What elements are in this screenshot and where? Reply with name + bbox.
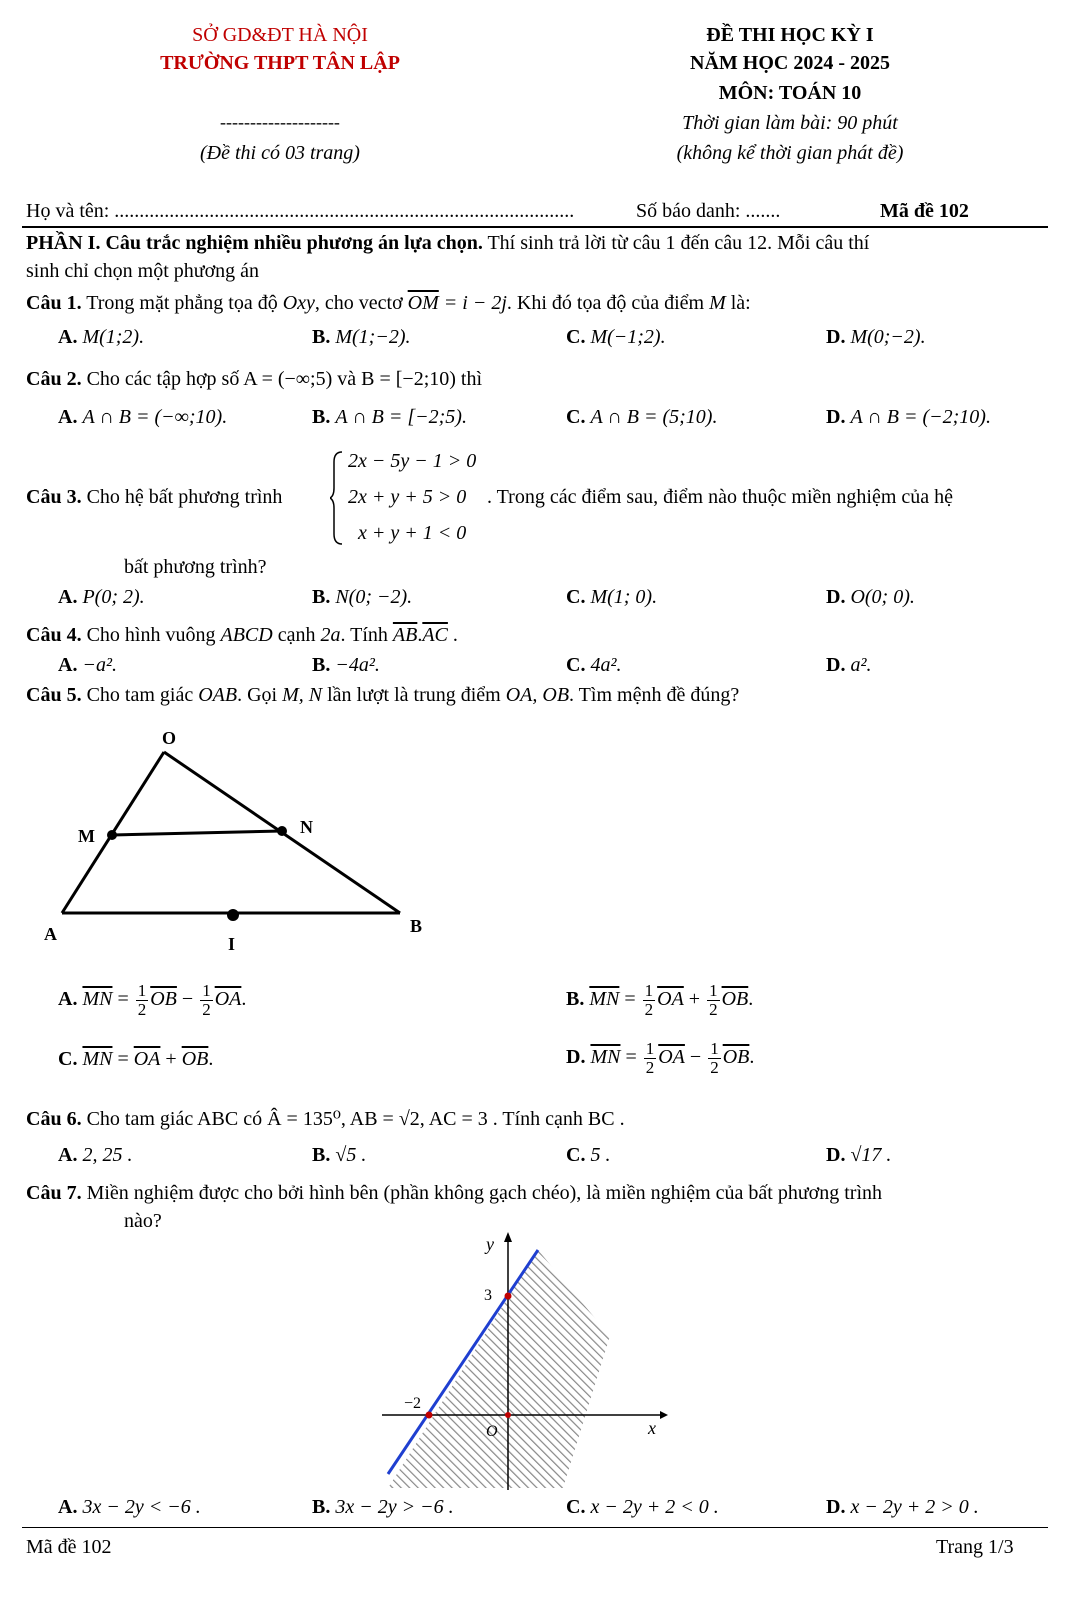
fraction-numerator: 1 (137, 981, 147, 1000)
question-7 (26, 1182, 882, 1205)
option-label: A. (58, 326, 78, 348)
option-text: −a². (82, 654, 117, 676)
operator: − (176, 988, 199, 1011)
q4-option-a[interactable] (58, 654, 117, 677)
x-axis-label: x (648, 1418, 656, 1438)
q5-option-d[interactable] (566, 1040, 754, 1077)
question-4-vector-ab: $\overline{AB}$ (392, 624, 418, 646)
segment-mn (112, 831, 282, 835)
question-6-number: Câu 6. (26, 1108, 82, 1130)
option-label: D. (826, 406, 846, 428)
vector-ob: $\overline{OB}$ (722, 1046, 750, 1069)
fraction-half (644, 1040, 657, 1077)
option-label: C. (566, 406, 586, 428)
label-i: I (228, 934, 236, 954)
question-6-text: Cho tam giác ABC có Â = 135⁰, AB = √2, AC = 3 . Tính cạnh BC . (81, 1108, 625, 1130)
candidate-id-field: Số báo danh: ....... (636, 200, 781, 222)
question-3-text: Cho hệ bất phương trình (81, 486, 283, 508)
q1-option-a[interactable] (58, 326, 144, 349)
option-text: N(0; −2). (335, 586, 413, 608)
question-2-text: Cho các tập hợp số A = (−∞;5) và B = [−2;10) thì (81, 368, 483, 390)
period: . (749, 1046, 755, 1069)
operator: + (683, 988, 706, 1011)
fraction-half (707, 982, 720, 1019)
fraction-denominator: 2 (710, 1058, 719, 1077)
system-inequality-1: 2x − 5y − 1 > 0 (348, 450, 477, 472)
equals-sign: = (112, 988, 134, 1011)
label-a: A (44, 924, 57, 944)
label-m: M (78, 826, 95, 846)
question-2-number: Câu 2. (26, 368, 82, 390)
fraction-numerator: 1 (709, 981, 718, 1000)
q2-option-a[interactable] (58, 406, 227, 429)
question-5-oab: OAB (198, 684, 238, 706)
option-label: B. (312, 1144, 331, 1166)
question-5-text-d: . Tìm mệnh đề đúng? (569, 684, 740, 706)
option-label: D. (566, 1046, 586, 1069)
time-note: (không kể thời gian phát đề) (676, 142, 904, 164)
vector-oa: $\overline{OA}$ (657, 988, 684, 1011)
option-label: A. (58, 1496, 78, 1518)
option-text: M(0;−2). (850, 326, 926, 348)
q3-option-c[interactable] (566, 586, 657, 609)
part1-title: PHẦN I. Câu trắc nghiệm nhiều phương án lựa chọn. (26, 232, 483, 254)
subject: MÔN: TOÁN 10 (718, 82, 862, 104)
school-year: NĂM HỌC 2024 - 2025 (690, 52, 890, 74)
footer-page-number: Trang 1/3 (936, 1536, 1014, 1558)
question-4-dot: . (417, 624, 423, 646)
vector-mn: $\overline{MN}$ (589, 988, 620, 1011)
option-text: A ∩ B = (5;10). (590, 406, 718, 428)
inequality-graph (378, 1228, 678, 1498)
option-label: D. (826, 654, 846, 676)
option-text: x − 2y + 2 < 0 . (590, 1496, 719, 1518)
question-1-number: Câu 1. (26, 292, 82, 314)
q6-option-b[interactable] (312, 1144, 366, 1167)
option-text: M(1;−2). (335, 326, 411, 348)
question-1-vector: $\overline{OM}$ (407, 292, 439, 314)
option-text: x − 2y + 2 > 0 . (850, 1496, 979, 1518)
equals-sign: = (112, 1048, 134, 1070)
fraction-denominator: 2 (137, 1000, 147, 1019)
vector-ob: $\overline{OB}$ (721, 988, 749, 1011)
question-4-number: Câu 4. (26, 624, 82, 646)
question-3-number: Câu 3. (26, 486, 82, 508)
fraction-numerator: 1 (202, 981, 211, 1000)
q2-option-b[interactable] (312, 406, 467, 429)
fraction-half (136, 982, 149, 1019)
question-4 (26, 624, 458, 647)
triangle-figure (30, 720, 450, 960)
option-text: M(−1;2). (590, 326, 666, 348)
q3-option-a[interactable] (58, 586, 145, 609)
option-label: B. (312, 1496, 331, 1518)
fraction-numerator: 1 (645, 1039, 655, 1058)
vector-mn: $\overline{MN}$ (82, 988, 113, 1011)
point-m (107, 830, 117, 840)
option-text: √5 . (335, 1144, 367, 1166)
option-label: B. (312, 406, 331, 428)
hatched-region (388, 1250, 610, 1488)
fraction-denominator: 2 (709, 1000, 718, 1019)
option-text: 3x − 2y > −6 . (335, 1496, 454, 1518)
question-4-text-c: . Tính (340, 624, 393, 646)
option-text: A ∩ B = [−2;5). (335, 406, 467, 428)
fraction-half (708, 1040, 721, 1077)
option-text: a². (850, 654, 872, 676)
option-text: A ∩ B = (−2;10). (850, 406, 991, 428)
operator: − (684, 1046, 707, 1069)
option-label: A. (58, 1144, 78, 1166)
question-3 (26, 486, 282, 509)
option-label: C. (566, 586, 586, 608)
option-label: A. (58, 654, 78, 676)
fraction-half (643, 982, 656, 1019)
part1-heading (26, 232, 869, 255)
q7-option-b[interactable] (312, 1496, 454, 1519)
vector-oa: $\overline{OA}$ (214, 988, 242, 1011)
fraction-denominator: 2 (645, 1058, 655, 1077)
option-label: D. (826, 586, 846, 608)
school-name: TRƯỜNG THPT TÂN LẬP (160, 52, 400, 74)
q3-option-b[interactable] (312, 586, 412, 609)
option-text: 2, 25 . (82, 1144, 133, 1166)
fraction-half (200, 982, 213, 1019)
question-1-oxy: Oxy (282, 292, 315, 314)
option-label: C. (566, 326, 586, 348)
q6-option-d[interactable] (826, 1144, 891, 1167)
x-axis-arrow (660, 1411, 668, 1419)
q3-option-d[interactable] (826, 586, 915, 609)
q6-option-c[interactable] (566, 1144, 610, 1167)
department-name: SỞ GD&ĐT HÀ NỘI (192, 24, 368, 46)
exam-time: Thời gian làm bài: 90 phút (682, 112, 898, 134)
equals-sign: = (620, 1046, 642, 1069)
question-4-vector-ac: $\overline{AC}$ (422, 624, 448, 646)
question-5-mn: M, N (282, 684, 323, 706)
question-7-text-cont: nào? (124, 1210, 162, 1232)
option-label: B. (566, 988, 585, 1011)
option-label: B. (312, 654, 331, 676)
option-label: A. (58, 988, 78, 1011)
q2-option-c[interactable] (566, 406, 717, 429)
option-text: M(1;2). (82, 326, 145, 348)
q6-option-a[interactable] (58, 1144, 132, 1167)
point-i (227, 909, 239, 921)
q5-option-c[interactable] (58, 1048, 213, 1071)
vector-oa: $\overline{OA}$ (658, 1046, 685, 1069)
option-text: O(0; 0). (850, 586, 915, 608)
point-n (277, 826, 287, 836)
question-5-text: Cho tam giác (81, 684, 199, 706)
question-6 (26, 1106, 625, 1131)
period: . (748, 988, 754, 1011)
question-1 (26, 292, 751, 315)
tick-label-minus-2: −2 (404, 1395, 422, 1412)
q1-option-d[interactable] (826, 326, 926, 349)
question-5-text-b: . Gọi (237, 684, 283, 706)
option-text: M(1; 0). (590, 586, 658, 608)
origin-label: O (486, 1423, 498, 1440)
fraction-numerator: 1 (710, 1039, 719, 1058)
q5-option-a[interactable] (58, 982, 246, 1019)
header-divider (22, 226, 1048, 228)
question-5-oa-ob: OA, OB (505, 684, 570, 706)
q5-option-b[interactable] (566, 982, 753, 1019)
exam-title: ĐỀ THI HỌC KỲ I (706, 24, 874, 46)
operator: + (160, 1048, 182, 1070)
option-label: C. (566, 1496, 586, 1518)
q7-option-a[interactable] (58, 1496, 201, 1519)
question-7-number: Câu 7. (26, 1182, 82, 1204)
question-5-text-c: lần lượt là trung điểm (322, 684, 506, 706)
q7-option-d[interactable] (826, 1496, 979, 1519)
system-inequality-2: 2x + y + 5 > 0 (348, 486, 467, 508)
question-1-text-d: là: (725, 292, 751, 314)
label-b: B (410, 916, 423, 936)
equals-sign: = (619, 988, 641, 1011)
option-label: A. (58, 586, 78, 608)
option-text: 4a². (590, 654, 622, 676)
q4-option-d[interactable] (826, 654, 871, 677)
option-label: A. (58, 406, 78, 428)
q1-option-b[interactable] (312, 326, 410, 349)
point-x-intercept (426, 1412, 433, 1419)
fraction-denominator: 2 (202, 1000, 211, 1019)
option-text: √17 . (850, 1144, 892, 1166)
part1-instruction-cont: sinh chỉ chọn một phương án (26, 260, 260, 282)
question-4-text: Cho hình vuông (81, 624, 221, 646)
option-text: P(0; 2). (82, 586, 145, 608)
period: . (241, 988, 247, 1011)
exam-code: Mã đề 102 (880, 200, 969, 222)
option-label: D. (826, 1496, 846, 1518)
question-4-text-b: cạnh (272, 624, 321, 646)
fraction-denominator: 2 (644, 1000, 654, 1019)
period: . (208, 1048, 214, 1070)
question-5-number: Câu 5. (26, 684, 82, 706)
option-label: C. (566, 654, 586, 676)
tick-label-3: 3 (484, 1287, 492, 1304)
question-4-side: 2a (320, 624, 341, 646)
option-text: 3x − 2y < −6 . (82, 1496, 201, 1518)
footer-exam-code: Mã đề 102 (26, 1536, 112, 1558)
option-label: C. (58, 1048, 78, 1070)
header-dashes: -------------------- (220, 112, 340, 132)
vector-ob: $\overline{OB}$ (181, 1048, 209, 1070)
option-text: 5 . (590, 1144, 611, 1166)
pages-note: (Đề thi có 03 trang) (200, 142, 360, 164)
option-label: D. (826, 1144, 846, 1166)
vector-mn: $\overline{MN}$ (590, 1046, 621, 1069)
question-1-equation: = i − 2j (438, 292, 507, 314)
option-text: −4a². (335, 654, 380, 676)
question-1-text: Trong mặt phẳng tọa độ (81, 292, 283, 314)
option-label: D. (826, 326, 846, 348)
option-label: B. (312, 586, 331, 608)
q7-option-c[interactable] (566, 1496, 719, 1519)
fraction-numerator: 1 (644, 981, 654, 1000)
system-inequality-3: x + y + 1 < 0 (358, 522, 467, 544)
footer-divider (22, 1527, 1048, 1528)
point-origin (505, 1412, 511, 1418)
part1-instruction: Thí sinh trả lời từ câu 1 đến câu 12. Mỗi câu thí (482, 232, 870, 254)
question-1-m: M (709, 292, 726, 314)
question-7-text: Miền nghiệm được cho bởi hình bên (phần không gạch chéo), là miền nghiệm của bất phương trình (81, 1182, 883, 1204)
question-3-text-cont: . Trong các điểm sau, điểm nào thuộc miền nghiệm của hệ (487, 486, 954, 508)
question-3-text-end: bất phương trình? (124, 556, 267, 578)
option-text: A ∩ B = (−∞;10). (82, 406, 228, 428)
option-label: C. (566, 1144, 586, 1166)
q1-option-c[interactable] (566, 326, 666, 349)
label-o: O (162, 728, 177, 748)
q4-option-c[interactable] (566, 654, 621, 677)
y-axis-label: y (486, 1234, 494, 1254)
point-y-intercept (505, 1293, 512, 1300)
vector-ob: $\overline{OB}$ (150, 988, 177, 1011)
candidate-name-field: Họ và tên: ............................................................................................ (26, 200, 575, 222)
system-brace (330, 450, 344, 546)
question-2 (26, 368, 482, 391)
question-4-text-d: . (447, 624, 458, 646)
question-4-abcd: ABCD (220, 624, 273, 646)
q4-option-b[interactable] (312, 654, 380, 677)
option-label: B. (312, 326, 331, 348)
label-n: N (300, 817, 313, 837)
question-1-text-c: . Khi đó tọa độ của điểm (506, 292, 710, 314)
q2-option-d[interactable] (826, 406, 991, 429)
vector-oa: $\overline{OA}$ (133, 1048, 161, 1070)
question-1-text-b: , cho vectơ (314, 292, 408, 314)
question-5 (26, 684, 739, 707)
y-axis-arrow (504, 1232, 512, 1242)
vector-mn: $\overline{MN}$ (82, 1048, 113, 1070)
